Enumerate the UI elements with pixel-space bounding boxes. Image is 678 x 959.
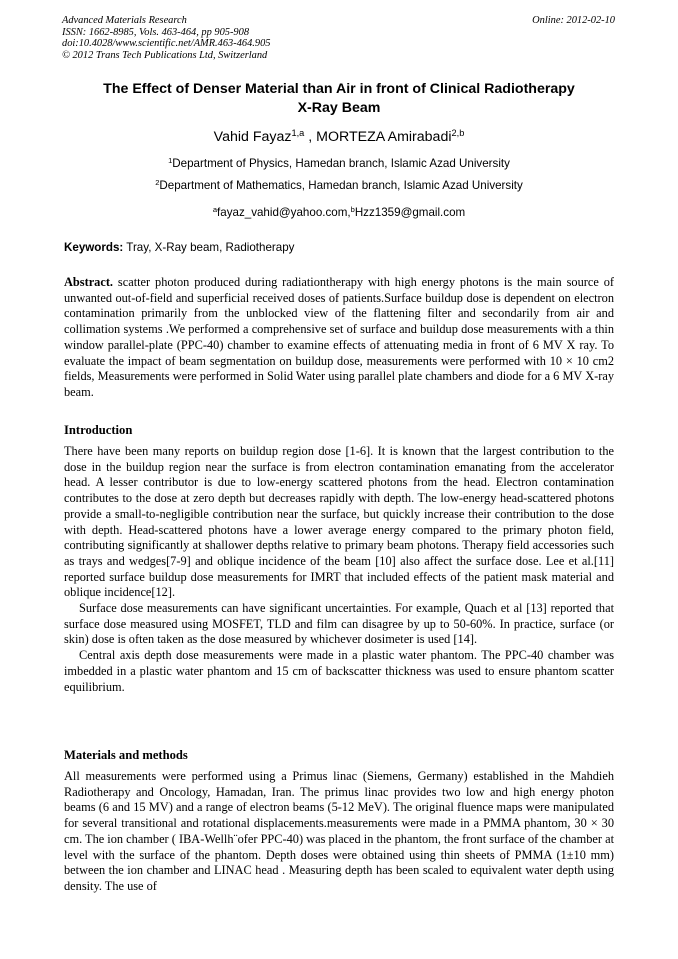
author-separator: , bbox=[304, 129, 317, 145]
materials-heading: Materials and methods bbox=[64, 748, 188, 762]
abstract-text: scatter photon produced during radiationtherapy with high energy photons is the main source of unwanted out-of-field and superficial received doses of patients.Surface buildup dose is dependent on electron contamination primarily from the unblocked view of the flattening filter and secondarily from air and collimation systems .We performed a comprehensive set of surface and buildup dose measurements with a thin window parallel-plate (PPC-40) chamber to examine effects of attenuating media in front of 6 MV X ray. To evaluate the impact of beam segmentation on buildup dose, measurements were performed with 10 × 10 cm2 fields, Measurements were performed in Solid Water using parallel plate chambers and diode for a 6 MV X-ray beam. bbox=[64, 275, 614, 399]
paper-title bbox=[62, 80, 616, 118]
introduction-body bbox=[64, 444, 614, 695]
email-a: fayaz_vahid@yahoo.com, bbox=[217, 206, 351, 219]
keywords-text: Tray, X-Ray beam, Radiotherapy bbox=[123, 241, 295, 254]
intro-paragraph-1: There have been many reports on buildup region dose [1-6]. It is known that the largest contribution to the dose in the buildup region near the surface is from electron contamination emanating from the accelerator head. A lesser contributor is due to low-energy scattered photons from the head. Electron contamination contributes to the dose at zero depth but decreases rapidly with depth. The low-energy head-scattered photons provide a small-to-negligible contribution near the surface, but quickly increase their contribution to the dose with depth. Head-scattered photons have a lower average energy compared to the primary photon field, contributing significantly at shallower depths relative to primary beam photons. Therapy field accessories such as trays and wedges[7-9] and oblique incidence of the beam [10] also affect the surface dose. Lee et al.[11] reported surface buildup dose measurements for IMRT that included effects of the patient mask material and oblique incidence[12]. bbox=[64, 444, 614, 600]
keywords bbox=[64, 241, 294, 254]
author-2: MORTEZA Amirabadi bbox=[316, 129, 452, 145]
title-line-1: The Effect of Denser Material than Air in front of Clinical Radiotherapy bbox=[103, 81, 575, 97]
intro-paragraph-2: Surface dose measurements can have significant uncertainties. For example, Quach et al [13] reported that surface dose measured using MOSFET, TLD and film can disagree by up to 50-60%. In practice, surface (or skin) dose is often taken as the dose measured by whichever dosimeter is used [14]. bbox=[64, 601, 614, 647]
email-a-mark: a bbox=[212, 204, 218, 214]
journal-name: Advanced Materials Research bbox=[62, 15, 187, 26]
author-2-affil-mark: 2,b bbox=[451, 127, 465, 138]
author-emails bbox=[62, 206, 616, 221]
copyright-line: © 2012 Trans Tech Publications Ltd, Switzerland bbox=[62, 49, 268, 61]
author-1-affil-mark: 1,a bbox=[291, 127, 305, 138]
journal-header bbox=[62, 15, 270, 61]
online-date: Online: 2012-02-10 bbox=[532, 15, 615, 26]
abstract bbox=[64, 275, 614, 401]
author-1: Vahid Fayaz bbox=[213, 129, 292, 145]
affiliation-1-text: Department of Physics, Hamedan branch, Islamic Azad University bbox=[172, 157, 510, 170]
email-b-mark: b bbox=[350, 204, 355, 214]
affiliation-2-text: Department of Mathematics, Hamedan branch, Islamic Azad University bbox=[159, 179, 523, 192]
abstract-label: Abstract. bbox=[64, 275, 114, 289]
issn-line: ISSN: 1662-8985, Vols. 463-464, pp 905-908 bbox=[62, 26, 250, 38]
materials-body bbox=[64, 769, 614, 895]
title-line-2: X-Ray Beam bbox=[297, 100, 381, 116]
author-list bbox=[62, 128, 616, 147]
introduction-heading: Introduction bbox=[64, 423, 133, 437]
keywords-label: Keywords: bbox=[64, 241, 124, 254]
affiliation-2 bbox=[62, 179, 616, 194]
materials-paragraph-1: All measurements were performed using a Primus linac (Siemens, Germany) established in the Mahdieh Radiotherapy and Oncology, Hamadan, Iran. The primus linac provides two low and high energy photon beams (6 and 15 MV) and a range of electron beams (5-12 MeV). The original fluence maps were manipulated for several transitional and rotational displacements.measurements were made in a PMMA phantom, 30 × 30 cm. The ion chamber ( IBA-Wellh¨ofer PPC-40) was placed in the phantom, the front surface of the chamber at level with the surface of the phantom. Depth doses were obtained using thin sheets of PMMA (1±10 mm) between the ion chamber and LINAC head . Measuring depth has been scaled to equivalent water depth using density. The use of bbox=[64, 769, 614, 893]
affiliation-2-mark: 2 bbox=[155, 177, 160, 187]
intro-paragraph-3: Central axis depth dose measurements were made in a plastic water phantom. The PPC-40 chamber was imbedded in a plastic water phantom and 15 cm of backscatter thickness was used to ensure phantom scatter equilibrium. bbox=[64, 648, 614, 694]
email-b: Hzz1359@gmail.com bbox=[354, 206, 466, 219]
doi-line: doi:10.4028/www.scientific.net/AMR.463-464.905 bbox=[62, 38, 271, 50]
affiliation-1 bbox=[62, 157, 616, 172]
affiliation-1-mark: 1 bbox=[168, 155, 173, 165]
